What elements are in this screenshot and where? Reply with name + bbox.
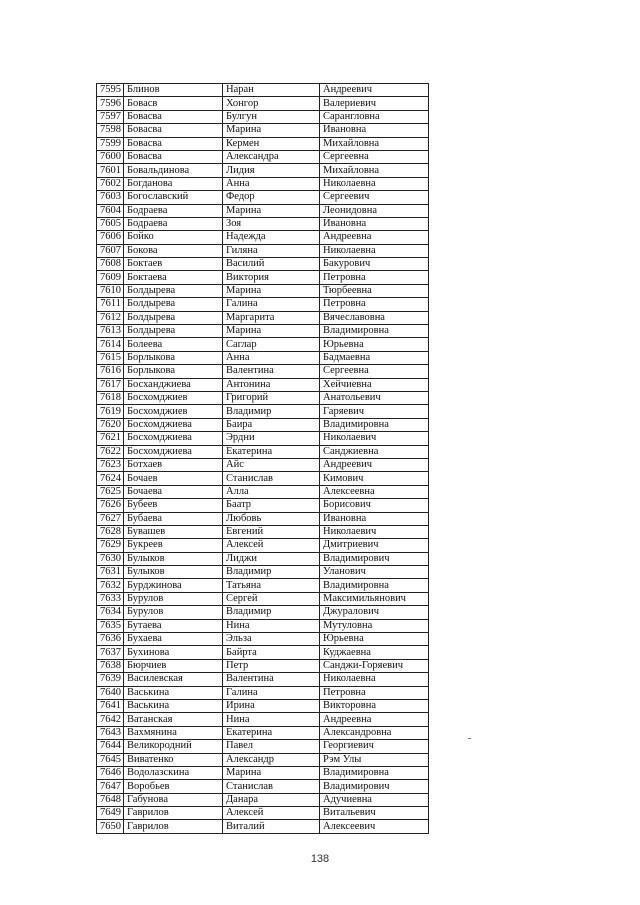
patronymic-cell: Владимирович (320, 552, 429, 565)
first-name-cell: Лиджи (223, 552, 320, 565)
last-name-cell: Воробьев (124, 780, 223, 793)
first-name-cell: Анна (223, 177, 320, 190)
row-number: 7605 (97, 217, 124, 230)
table-row (97, 512, 429, 525)
table-row (97, 525, 429, 538)
first-name-cell: Саглар (223, 338, 320, 351)
patronymic-cell: Сергеевна (320, 150, 429, 163)
last-name-cell: Вахмянина (124, 726, 223, 739)
table-row (97, 97, 429, 110)
patronymic-cell: Хейчиевна (320, 378, 429, 391)
table-row (97, 633, 429, 646)
patronymic-cell: Николаевна (320, 244, 429, 257)
table-row (97, 124, 429, 137)
row-number: 7624 (97, 472, 124, 485)
table-row (97, 606, 429, 619)
last-name-cell: Бухаева (124, 633, 223, 646)
row-number: 7620 (97, 418, 124, 431)
last-name-cell: Бовасва (124, 150, 223, 163)
table-row (97, 405, 429, 418)
first-name-cell: Валентина (223, 365, 320, 378)
first-name-cell: Павел (223, 740, 320, 753)
first-name-cell: Владимир (223, 566, 320, 579)
first-name-cell: Евгений (223, 525, 320, 538)
row-number: 7636 (97, 633, 124, 646)
patronymic-cell: Петровна (320, 298, 429, 311)
row-number: 7637 (97, 646, 124, 659)
row-number: 7638 (97, 659, 124, 672)
first-name-cell: Виталий (223, 820, 320, 833)
patronymic-cell: Андреевич (320, 84, 429, 97)
last-name-cell: Босханджиева (124, 378, 223, 391)
patronymic-cell: Юрьевна (320, 338, 429, 351)
patronymic-cell: Санджиевна (320, 445, 429, 458)
first-name-cell: Нина (223, 619, 320, 632)
last-name-cell: Босхомджиева (124, 432, 223, 445)
last-name-cell: Богославский (124, 191, 223, 204)
row-number: 7633 (97, 592, 124, 605)
table-row (97, 753, 429, 766)
registry-body (97, 84, 429, 834)
first-name-cell: Данара (223, 793, 320, 806)
patronymic-cell: Бакурович (320, 258, 429, 271)
table-row (97, 740, 429, 753)
table-row (97, 820, 429, 833)
row-number: 7622 (97, 445, 124, 458)
table-row (97, 713, 429, 726)
row-number: 7621 (97, 432, 124, 445)
patronymic-cell: Владимировна (320, 418, 429, 431)
first-name-cell: Владимир (223, 405, 320, 418)
first-name-cell: Алексей (223, 539, 320, 552)
table-row (97, 284, 429, 297)
first-name-cell: Байрта (223, 646, 320, 659)
last-name-cell: Бойко (124, 231, 223, 244)
row-number: 7645 (97, 753, 124, 766)
table-row (97, 793, 429, 806)
table-row (97, 137, 429, 150)
first-name-cell: Валентина (223, 673, 320, 686)
table-row (97, 338, 429, 351)
row-number: 7646 (97, 766, 124, 779)
patronymic-cell: Джуралович (320, 606, 429, 619)
row-number: 7595 (97, 84, 124, 97)
last-name-cell: Бубаева (124, 512, 223, 525)
table-row (97, 378, 429, 391)
last-name-cell: Босхомджиев (124, 391, 223, 404)
patronymic-cell: Анатольевич (320, 391, 429, 404)
row-number: 7648 (97, 793, 124, 806)
first-name-cell: Марина (223, 124, 320, 137)
first-name-cell: Сергей (223, 592, 320, 605)
row-number: 7596 (97, 97, 124, 110)
row-number: 7630 (97, 552, 124, 565)
first-name-cell: Наран (223, 84, 320, 97)
patronymic-cell: Леонидовна (320, 204, 429, 217)
first-name-cell: Галина (223, 298, 320, 311)
first-name-cell: Надежда (223, 231, 320, 244)
row-number: 7600 (97, 150, 124, 163)
row-number: 7615 (97, 351, 124, 364)
table-row (97, 579, 429, 592)
row-number: 7612 (97, 311, 124, 324)
row-number: 7611 (97, 298, 124, 311)
row-number: 7634 (97, 606, 124, 619)
patronymic-cell: Борисович (320, 499, 429, 512)
last-name-cell: Богданова (124, 177, 223, 190)
last-name-cell: Булыков (124, 552, 223, 565)
row-number: 7617 (97, 378, 124, 391)
last-name-cell: Ватанская (124, 713, 223, 726)
table-row (97, 566, 429, 579)
last-name-cell: Бочаев (124, 472, 223, 485)
patronymic-cell: Рэм Улы (320, 753, 429, 766)
table-row (97, 807, 429, 820)
table-row (97, 499, 429, 512)
table-row (97, 365, 429, 378)
table-row (97, 325, 429, 338)
last-name-cell: Болеева (124, 338, 223, 351)
first-name-cell: Петр (223, 659, 320, 672)
row-number: 7614 (97, 338, 124, 351)
last-name-cell: Гаврилов (124, 807, 223, 820)
table-row (97, 351, 429, 364)
row-number: 7629 (97, 539, 124, 552)
patronymic-cell: Петровна (320, 271, 429, 284)
last-name-cell: Василевская (124, 673, 223, 686)
row-number: 7597 (97, 110, 124, 123)
table-row (97, 418, 429, 431)
last-name-cell: Болдырева (124, 311, 223, 324)
row-number: 7603 (97, 191, 124, 204)
row-number: 7625 (97, 485, 124, 498)
table-row (97, 780, 429, 793)
patronymic-cell: Гаряевич (320, 405, 429, 418)
row-number: 7644 (97, 740, 124, 753)
first-name-cell: Лидия (223, 164, 320, 177)
first-name-cell: Булгун (223, 110, 320, 123)
last-name-cell: Бубеев (124, 499, 223, 512)
last-name-cell: Блинов (124, 84, 223, 97)
table-row (97, 164, 429, 177)
last-name-cell: Бодраева (124, 204, 223, 217)
first-name-cell: Григорий (223, 391, 320, 404)
first-name-cell: Баатр (223, 499, 320, 512)
patronymic-cell: Алексеевич (320, 820, 429, 833)
first-name-cell: Кермен (223, 137, 320, 150)
row-number: 7604 (97, 204, 124, 217)
table-row (97, 204, 429, 217)
patronymic-cell: Алексеевна (320, 485, 429, 498)
patronymic-cell: Кимович (320, 472, 429, 485)
scan-speck (468, 738, 471, 739)
patronymic-cell: Николаевна (320, 177, 429, 190)
row-number: 7641 (97, 699, 124, 712)
row-number: 7640 (97, 686, 124, 699)
last-name-cell: Бюрчиев (124, 659, 223, 672)
last-name-cell: Боктаев (124, 258, 223, 271)
table-row (97, 619, 429, 632)
patronymic-cell: Георгиевич (320, 740, 429, 753)
first-name-cell: Эрдни (223, 432, 320, 445)
table-row (97, 432, 429, 445)
table-row (97, 726, 429, 739)
patronymic-cell: Ивановна (320, 124, 429, 137)
row-number: 7632 (97, 579, 124, 592)
first-name-cell: Галина (223, 686, 320, 699)
row-number: 7643 (97, 726, 124, 739)
first-name-cell: Ирина (223, 699, 320, 712)
first-name-cell: Василий (223, 258, 320, 271)
first-name-cell: Федор (223, 191, 320, 204)
first-name-cell: Алла (223, 485, 320, 498)
last-name-cell: Босхомджиева (124, 418, 223, 431)
row-number: 7650 (97, 820, 124, 833)
first-name-cell: Марина (223, 325, 320, 338)
first-name-cell: Нина (223, 713, 320, 726)
row-number: 7599 (97, 137, 124, 150)
table-row (97, 110, 429, 123)
last-name-cell: Болдырева (124, 284, 223, 297)
patronymic-cell: Викторовна (320, 699, 429, 712)
table-row (97, 445, 429, 458)
first-name-cell: Владимир (223, 606, 320, 619)
patronymic-cell: Куджаевна (320, 646, 429, 659)
row-number: 7608 (97, 258, 124, 271)
row-number: 7619 (97, 405, 124, 418)
table-row (97, 686, 429, 699)
last-name-cell: Бовальдинова (124, 164, 223, 177)
last-name-cell: Булыков (124, 566, 223, 579)
row-number: 7606 (97, 231, 124, 244)
table-row (97, 311, 429, 324)
row-number: 7618 (97, 391, 124, 404)
last-name-cell: Бодраева (124, 217, 223, 230)
last-name-cell: Васькина (124, 699, 223, 712)
row-number: 7639 (97, 673, 124, 686)
last-name-cell: Босхомджиев (124, 405, 223, 418)
row-number: 7610 (97, 284, 124, 297)
first-name-cell: Виктория (223, 271, 320, 284)
table-row (97, 699, 429, 712)
last-name-cell: Боктаева (124, 271, 223, 284)
first-name-cell: Станислав (223, 472, 320, 485)
table-row (97, 271, 429, 284)
row-number: 7626 (97, 499, 124, 512)
last-name-cell: Бухинова (124, 646, 223, 659)
table-row (97, 485, 429, 498)
patronymic-cell: Бадмаевна (320, 351, 429, 364)
patronymic-cell: Витальевич (320, 807, 429, 820)
row-number: 7601 (97, 164, 124, 177)
patronymic-cell: Николаевич (320, 525, 429, 538)
row-number: 7613 (97, 325, 124, 338)
table-row (97, 231, 429, 244)
row-number: 7607 (97, 244, 124, 257)
last-name-cell: Васькина (124, 686, 223, 699)
patronymic-cell: Владимировна (320, 325, 429, 338)
table-row (97, 391, 429, 404)
patronymic-cell: Ивановна (320, 512, 429, 525)
first-name-cell: Любовь (223, 512, 320, 525)
row-number: 7631 (97, 566, 124, 579)
first-name-cell: Станислав (223, 780, 320, 793)
patronymic-cell: Андреевич (320, 458, 429, 471)
patronymic-cell: Санджи-Горяевич (320, 659, 429, 672)
patronymic-cell: Сарангловна (320, 110, 429, 123)
last-name-cell: Болдырева (124, 325, 223, 338)
patronymic-cell: Вячеславовна (320, 311, 429, 324)
patronymic-cell: Андреевна (320, 713, 429, 726)
last-name-cell: Бурулов (124, 592, 223, 605)
last-name-cell: Борлыкова (124, 365, 223, 378)
table-row (97, 673, 429, 686)
patronymic-cell: Уланович (320, 566, 429, 579)
first-name-cell: Айс (223, 458, 320, 471)
last-name-cell: Бочаева (124, 485, 223, 498)
last-name-cell: Бувашев (124, 525, 223, 538)
patronymic-cell: Николаевич (320, 432, 429, 445)
last-name-cell: Водолазскина (124, 766, 223, 779)
patronymic-cell: Валериевич (320, 97, 429, 110)
first-name-cell: Гиляна (223, 244, 320, 257)
table-row (97, 84, 429, 97)
first-name-cell: Алексей (223, 807, 320, 820)
row-number: 7598 (97, 124, 124, 137)
first-name-cell: Марина (223, 204, 320, 217)
patronymic-cell: Сергеевна (320, 365, 429, 378)
last-name-cell: Бовасв (124, 97, 223, 110)
table-row (97, 458, 429, 471)
patronymic-cell: Михайловна (320, 137, 429, 150)
row-number: 7647 (97, 780, 124, 793)
last-name-cell: Бурулов (124, 606, 223, 619)
patronymic-cell: Владимирович (320, 780, 429, 793)
first-name-cell: Александра (223, 150, 320, 163)
last-name-cell: Борлыкова (124, 351, 223, 364)
last-name-cell: Ботхаев (124, 458, 223, 471)
first-name-cell: Зоя (223, 217, 320, 230)
row-number: 7628 (97, 525, 124, 538)
patronymic-cell: Дмитриевич (320, 539, 429, 552)
patronymic-cell: Владимировна (320, 766, 429, 779)
first-name-cell: Екатерина (223, 726, 320, 739)
last-name-cell: Габунова (124, 793, 223, 806)
row-number: 7609 (97, 271, 124, 284)
last-name-cell: Бовасва (124, 124, 223, 137)
last-name-cell: Бовасва (124, 110, 223, 123)
table-row (97, 150, 429, 163)
patronymic-cell: Ивановна (320, 217, 429, 230)
first-name-cell: Марина (223, 766, 320, 779)
table-row (97, 217, 429, 230)
table-row (97, 646, 429, 659)
patronymic-cell: Николаевна (320, 673, 429, 686)
last-name-cell: Виватенко (124, 753, 223, 766)
table-row (97, 244, 429, 257)
first-name-cell: Баира (223, 418, 320, 431)
table-row (97, 592, 429, 605)
row-number: 7627 (97, 512, 124, 525)
last-name-cell: Великородний (124, 740, 223, 753)
first-name-cell: Маргарита (223, 311, 320, 324)
table-row (97, 191, 429, 204)
last-name-cell: Гаврилов (124, 820, 223, 833)
row-number: 7602 (97, 177, 124, 190)
table-row (97, 177, 429, 190)
patronymic-cell: Сергеевич (320, 191, 429, 204)
patronymic-cell: Максимильянович (320, 592, 429, 605)
patronymic-cell: Тюрбеевна (320, 284, 429, 297)
last-name-cell: Бутаева (124, 619, 223, 632)
first-name-cell: Эльза (223, 633, 320, 646)
patronymic-cell: Михайловна (320, 164, 429, 177)
patronymic-cell: Андреевна (320, 231, 429, 244)
last-name-cell: Букреев (124, 539, 223, 552)
last-name-cell: Бурджинова (124, 579, 223, 592)
patronymic-cell: Петровна (320, 686, 429, 699)
name-registry-table (96, 83, 429, 834)
table-row (97, 298, 429, 311)
row-number: 7616 (97, 365, 124, 378)
table-row (97, 258, 429, 271)
row-number: 7635 (97, 619, 124, 632)
table-row (97, 472, 429, 485)
first-name-cell: Хонгор (223, 97, 320, 110)
table-row (97, 552, 429, 565)
last-name-cell: Болдырева (124, 298, 223, 311)
patronymic-cell: Адучиевна (320, 793, 429, 806)
table-row (97, 766, 429, 779)
first-name-cell: Антонина (223, 378, 320, 391)
first-name-cell: Татьяна (223, 579, 320, 592)
last-name-cell: Бовасва (124, 137, 223, 150)
patronymic-cell: Юрьевна (320, 633, 429, 646)
patronymic-cell: Мутуловна (320, 619, 429, 632)
first-name-cell: Анна (223, 351, 320, 364)
table-row (97, 539, 429, 552)
row-number: 7642 (97, 713, 124, 726)
first-name-cell: Екатерина (223, 445, 320, 458)
row-number: 7649 (97, 807, 124, 820)
patronymic-cell: Владимировна (320, 579, 429, 592)
table-row (97, 659, 429, 672)
row-number: 7623 (97, 458, 124, 471)
patronymic-cell: Александровна (320, 726, 429, 739)
last-name-cell: Бокова (124, 244, 223, 257)
first-name-cell: Александр (223, 753, 320, 766)
last-name-cell: Босхомджиева (124, 445, 223, 458)
first-name-cell: Марина (223, 284, 320, 297)
page-number: 138 (310, 853, 330, 865)
